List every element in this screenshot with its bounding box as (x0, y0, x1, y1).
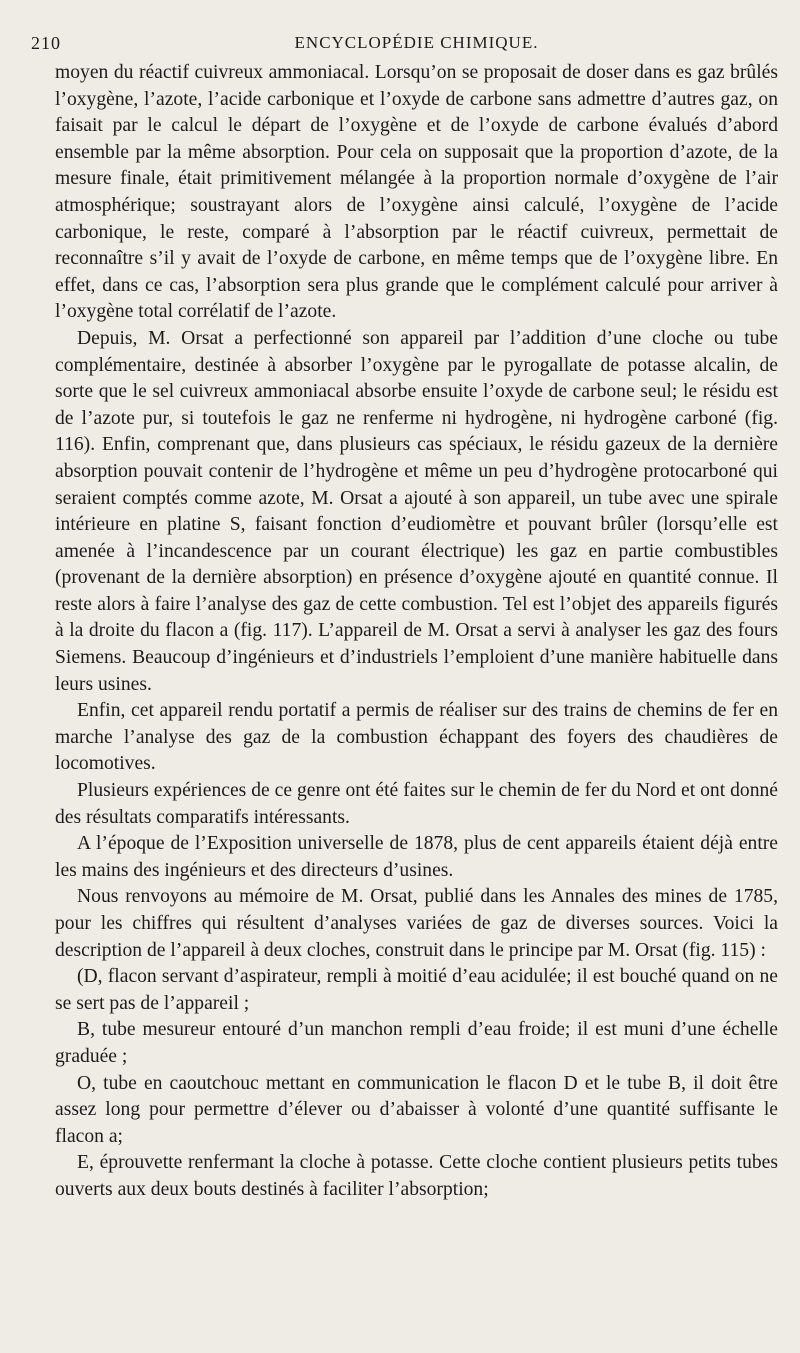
paragraph-portable-apparatus: Enfin, cet appareil rendu portatif a permis de réaliser sur des trains de chemins de fer en marche l’analyse des gaz de la combustion échappant des foyers des chaudières de locomotives. (55, 700, 778, 775)
paragraph-nord-railway: Plusieurs expériences de ce genre ont été faites sur le chemin de fer du Nord et ont donné des résultats comparatifs intéressants. (55, 780, 778, 828)
body-text (55, 60, 778, 1204)
item-eprouvette-e: E, éprouvette renfermant la cloche à potasse. Cette cloche contient plusieurs petits tubes ouverts aux deux bouts destinés à faciliter l’absorption; (55, 1152, 778, 1200)
page-number: 210 (31, 33, 61, 53)
item-tube-o: O, tube en caoutchouc mettant en communication le flacon D et le tube B, il doit être assez long pour permettre d’élever ou d’abaisser à volonté d’une quantité suffisante le flacon a; (55, 1072, 778, 1147)
running-title: ENCYCLOPÉDIE CHIMIQUE. (294, 33, 539, 52)
item-flacon-d: (D, flacon servant d’aspirateur, rempli à moitié d’eau acidulée; il est bouché quand on ne se sert pas de l’appareil ; (55, 966, 778, 1014)
paragraph-gas-analysis-method: moyen du réactif cuivreux ammoniacal. Lorsqu’on se proposait de doser dans es gaz brûlés l’oxygène, l’azote, l’acide carbonique et l’oxyde de carbone sans admettre d’autres gaz, on faisait par le calcul le départ de l’oxygène et de l’oxyde de carbone évalués d’abord ensemble par la même absorption. Pour cela on supposait que la proportion d’azote, de la mesure finale, était primitivement mélangée à la proportion normale d’oxygène de l’air atmosphérique; soustrayant alors de l’oxygène ainsi calculé, l’oxygène de l’acide carbonique, le reste, comparé à l’absorption par le réactif cuivreux, permettait de reconnaître s’il y avait de l’oxyde de carbone, en même temps que de l’oxygène libre. En effet, dans ce cas, l’absorption sera plus grande que le complément calculé pour arriver à l’oxygène total corrélatif de l’azote. (55, 62, 778, 323)
paragraph-orsat-improvements: Depuis, M. Orsat a perfectionné son appareil par l’addition d’une cloche ou tube complémentaire, destinée à absorber l’oxygène par le pyrogallate de potasse alcalin, de sorte que le sel cuivreux ammoniacal absorbe ensuite l’oxyde de carbone seul; le résidu est de l’azote pur, si toutefois le gaz ne renferme ni hydrogène, ni hydrogène carboné (fig. 116). Enfin, comprenant que, dans plusieurs cas spéciaux, le résidu gazeux de la dernière absorption pouvait contenir de l’hydrogène et même un peu d’hydrogène protocarboné qui seraient comptés comme azote, M. Orsat a ajouté à son appareil, un tube avec une spirale intérieure en platine S, faisant fonction d’eudiomètre et pouvant brûler (lorsqu’elle est amenée à l’incandescence par un courant électrique) les gaz en partie combustibles (provenant de la dernière absorption) en présence d’oxygène ajouté en quantité connue. Il reste alors à faire l’analyse des gaz de cette combustion. Tel est l’objet des appareils figurés à la droite du flacon a (fig. 117). L’appareil de M. Orsat a servi à analyser les gaz des fours Siemens. Beaucoup d’ingénieurs et d’industriels l’emploient d’une manière habituelle dans leurs usines. (55, 327, 778, 695)
item-tube-b: B, tube mesureur entouré d’un manchon rempli d’eau froide; il est muni d’une échelle graduée ; (55, 1019, 778, 1067)
page-header (31, 30, 778, 60)
paragraph-annales-des-mines: Nous renvoyons au mémoire de M. Orsat, publié dans les Annales des mines de 1785, pour les chiffres qui résultent d’analyses variées de gaz de diverses sources. Voici la description de l’appareil à deux cloches, construit dans le principe par M. Orsat (fig. 115) : (55, 886, 778, 961)
paragraph-exposition-1878: A l’époque de l’Exposition universelle de 1878, plus de cent appareils étaient déjà entre les mains des ingénieurs et des directeurs d’usines. (55, 833, 778, 881)
